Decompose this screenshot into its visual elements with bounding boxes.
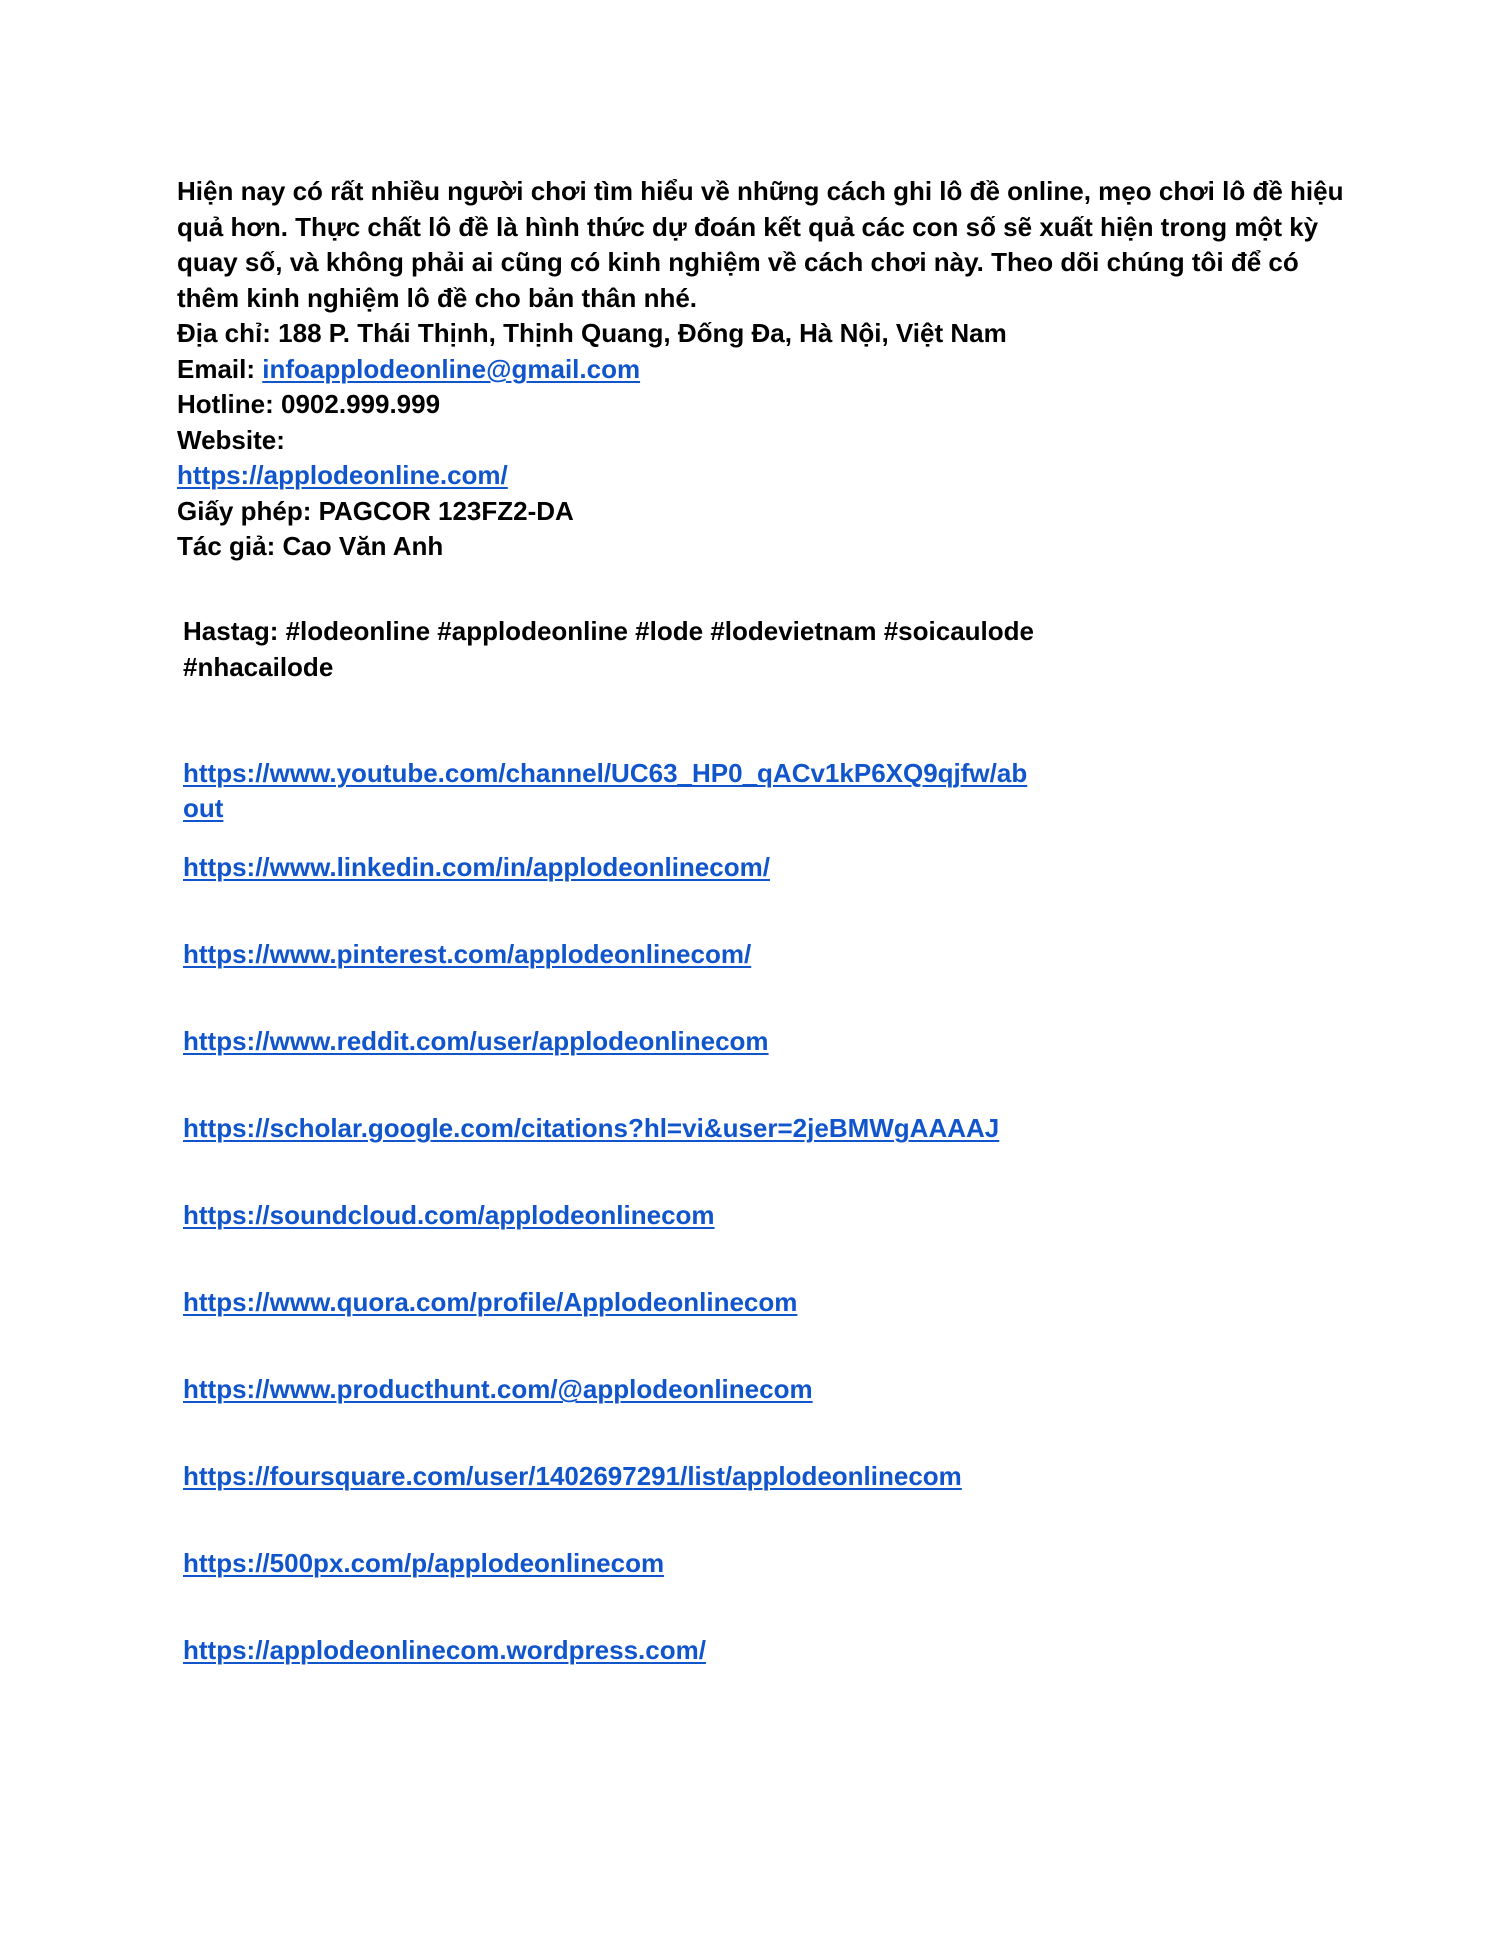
hashtag-block [183,614,1083,685]
hashtag-line-1 [183,614,1083,650]
list-item [183,937,751,972]
website-label-line [177,423,1007,459]
list-item [183,1024,769,1059]
hotline-value: 0902.999.999 [281,389,441,419]
list-item [183,1459,962,1494]
foursquare-link[interactable]: https://foursquare.com/user/1402697291/list/applodeonlinecom [183,1461,962,1491]
pinterest-link[interactable]: https://www.pinterest.com/applodeonlinecom/ [183,939,752,969]
intro-paragraph: Hiện nay có rất nhiều người chơi tìm hiểu về những cách ghi lô đề online, mẹo chơi lô đề hiệu quả hơn. Thực chất lô đề là hình thức dự đoán kết quả các con số sẽ xuất hiện trong một kỳ quay số, và không phải ai cũng có kinh nghiệm về cách chơi này. Theo dõi chúng tôi để có thêm kinh nghiệm lô đề cho bản thân nhé. [177,176,1344,313]
email-link[interactable]: infoapplodeonline@gmail.com [262,353,641,384]
address-label: Địa chỉ: [177,318,271,348]
author-value: Cao Văn Anh [282,531,444,561]
license-label: Giấy phép: [177,495,312,526]
license-line [177,494,1007,530]
contact-block [177,316,1007,565]
address-value: 188 P. Thái Thịnh, Thịnh Quang, Đống Đa, Hà Nội, Việt Nam [278,318,1007,348]
list-item [183,1633,706,1668]
quora-link[interactable]: https://www.quora.com/profile/Applodeonlinecom [183,1287,798,1317]
website-link[interactable]: https://applodeonline.com/ [177,460,508,490]
producthunt-link[interactable]: https://www.producthunt.com/@applodeonlinecom [183,1374,813,1404]
list-item [183,1111,999,1146]
hashtag-line-2: #nhacailode [183,651,334,682]
author-label: Tác giả: [177,531,276,561]
website-link-line [177,458,1007,494]
linkedin-link[interactable]: https://www.linkedin.com/in/applodeonlinecom/ [183,852,770,882]
list-item [183,1285,797,1320]
500px-link[interactable]: https://500px.com/p/applodeonlinecom [183,1548,665,1578]
website-label: Website: [177,424,285,455]
list-item [183,850,770,885]
youtube-link[interactable]: https://www.youtube.com/channel/UC63_HP0_qACv1kP6XQ9qjfw/ab [183,758,1028,788]
list-item [183,1546,664,1581]
list-item [183,756,1027,826]
list-item [183,1198,715,1233]
hotline-line [177,387,1007,423]
email-line [177,352,1007,388]
youtube-link-continued[interactable]: out [183,793,224,823]
hotline-label: Hotline: [177,389,274,419]
list-item [183,1372,813,1407]
address-line [177,316,1007,352]
author-line [177,529,1007,565]
google-scholar-link[interactable]: https://scholar.google.com/citations?hl=vi&user=2jeBMWgAAAAJ [183,1113,1000,1143]
hashtag-list: #lodeonline #applodeonline #lode #lodevietnam #soicaulode [285,616,1034,646]
reddit-link[interactable]: https://www.reddit.com/user/applodeonlinecom [183,1026,769,1056]
license-value: PAGCOR 123FZ2-DA [318,495,574,526]
wordpress-link[interactable]: https://applodeonlinecom.wordpress.com/ [183,1635,706,1665]
hashtag-label: Hastag: [183,616,279,646]
soundcloud-link[interactable]: https://soundcloud.com/applodeonlinecom [183,1200,715,1230]
email-label: Email: [177,353,256,384]
